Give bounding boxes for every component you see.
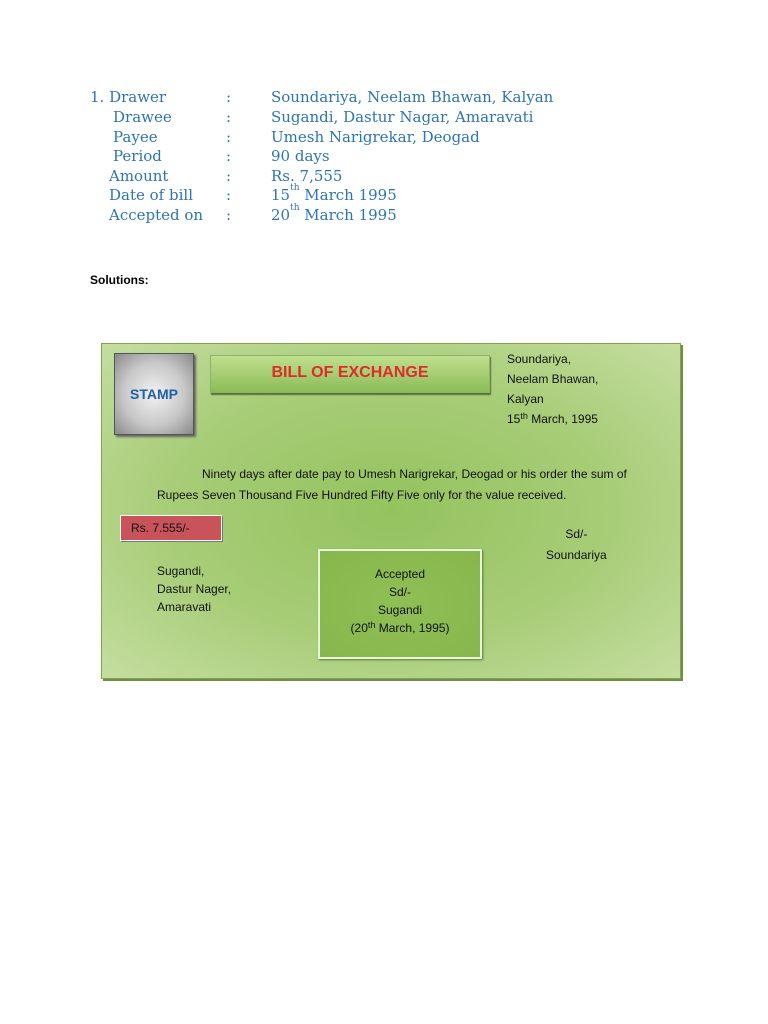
drawee-address <box>157 562 231 616</box>
acceptance-line: Accepted <box>374 567 426 581</box>
detail-label: Amount <box>109 167 169 185</box>
detail-colon: : <box>226 108 232 126</box>
bill-date: 15th March, 1995 <box>507 411 598 426</box>
bill-body-text <box>157 464 677 506</box>
detail-value: 15th March 1995 <box>271 183 397 204</box>
detail-label: Drawee <box>113 108 172 126</box>
detail-colon: : <box>226 128 232 146</box>
detail-colon: : <box>226 186 232 204</box>
body-line: Rupees Seven Thousand Five Hundred Fifty Five only for the value received. <box>157 488 567 502</box>
detail-label: Period <box>113 147 162 165</box>
solutions-heading: Solutions: <box>90 273 149 287</box>
bill-title: BILL OF EXCHANGE <box>210 355 490 393</box>
acceptance-line: Sugandi <box>377 603 423 617</box>
detail-value: Rs. 7,555 <box>271 167 343 185</box>
detail-colon: : <box>226 88 232 106</box>
detail-value: Sugandi, Dastur Nagar, Amaravati <box>271 108 534 126</box>
detail-label: Payee <box>113 128 158 146</box>
acceptance-line: Sd/- <box>388 585 411 599</box>
detail-value: 20th March 1995 <box>271 203 397 224</box>
drawee-address-line: Amaravati <box>157 600 212 614</box>
bill-of-exchange-card <box>101 343 681 679</box>
drawer-address-line: Soundariya, <box>507 352 572 366</box>
drawee-address-line: Dastur Nager, <box>157 582 232 596</box>
drawer-signature <box>546 524 607 566</box>
acceptance-box <box>318 549 482 659</box>
amount-box: Rs. 7.555/- <box>120 515 222 541</box>
drawee-address-line: Sugandi, <box>157 564 205 578</box>
detail-value: Soundariya, Neelam Bhawan, Kalyan <box>271 88 554 106</box>
drawer-address <box>507 349 598 429</box>
detail-colon: : <box>226 206 232 224</box>
acceptance-date: (20th March, 1995) <box>350 620 450 635</box>
drawer-address-line: Neelam Bhawan, <box>507 372 599 386</box>
detail-label: Accepted on <box>109 206 204 224</box>
stamp-box: STAMP <box>114 353 194 435</box>
detail-label: 1. Drawer <box>90 88 167 106</box>
signature-sd: Sd/- <box>565 527 588 541</box>
detail-colon: : <box>226 147 232 165</box>
detail-value: Umesh Narigrekar, Deogad <box>271 128 480 146</box>
body-line: Ninety days after date pay to Umesh Narigrekar, Deogad or his order the sum of <box>202 467 627 481</box>
signature-name: Soundariya <box>546 548 607 562</box>
detail-label: Date of bill <box>109 186 193 204</box>
detail-value: 90 days <box>271 147 330 165</box>
drawer-address-line: Kalyan <box>507 392 544 406</box>
detail-colon: : <box>226 167 232 185</box>
